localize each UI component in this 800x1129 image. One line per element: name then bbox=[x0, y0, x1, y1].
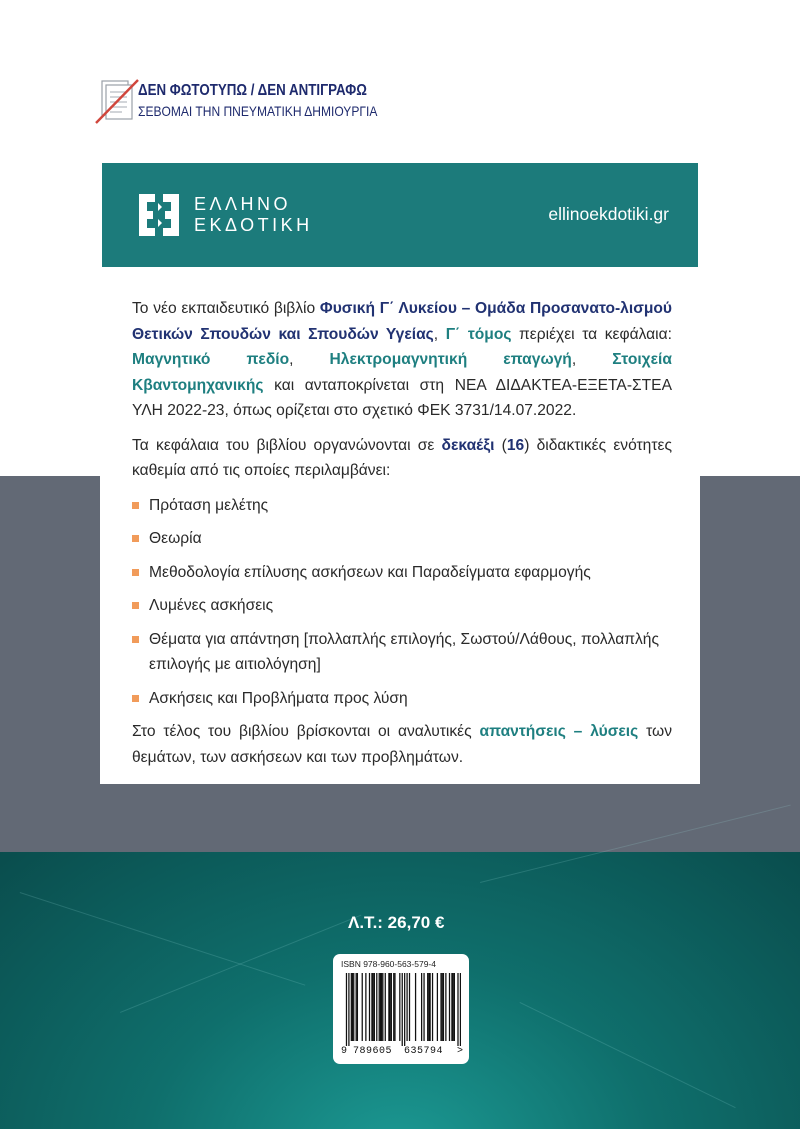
text: και ανταποκρίνεται στη ΝΕΑ ΔΙΔΑΚΤΕΑ-ΕΞΕΤΑ-ΣΤΕΑ ΥΛΗ 2022-23, όπως ορίζεται στο σχετικό ΦΕΚ 3731/14.07.2022. bbox=[132, 376, 672, 419]
answers-label: απαντήσεις – λύσεις bbox=[479, 723, 639, 740]
barcode-bar bbox=[445, 973, 446, 1041]
list-item-text: Θεωρία bbox=[149, 530, 202, 547]
barcode-bar bbox=[437, 973, 438, 1041]
barcode-bar bbox=[351, 973, 352, 1041]
barcode-bar bbox=[356, 973, 357, 1041]
closing-paragraph bbox=[132, 719, 672, 770]
publisher-website: ellinoekdotiki.gr bbox=[548, 204, 669, 224]
barcode-bar bbox=[376, 973, 377, 1041]
barcode-bar bbox=[442, 973, 443, 1041]
list-item bbox=[132, 560, 672, 586]
bullet-icon bbox=[132, 569, 139, 576]
list-item bbox=[132, 627, 672, 678]
list-item-text: Θέματα για απάντηση [πολλαπλής επιλογής, Σωστού/Λάθους, πολλαπλής επιλογής με αιτιολόγηση] bbox=[149, 630, 659, 673]
barcode-bar bbox=[404, 973, 405, 1046]
barcode-bar bbox=[362, 973, 363, 1041]
barcode-bar bbox=[440, 973, 441, 1041]
barcode-bar bbox=[451, 973, 452, 1041]
bullet-icon bbox=[132, 636, 139, 643]
list-item bbox=[132, 686, 672, 712]
no-photocopy-icon bbox=[92, 76, 142, 126]
list-item-text: Ασκήσεις και Προβλήματα προς λύση bbox=[149, 689, 408, 707]
intro-paragraph bbox=[132, 296, 672, 424]
background-line bbox=[120, 915, 361, 1013]
chapter-name: Στοιχεία Κβαντομηχανικής bbox=[132, 351, 672, 394]
text: Στο τέλος του βιβλίου βρίσκονται οι αναλυτικές bbox=[132, 723, 480, 740]
barcode-bar bbox=[421, 973, 422, 1041]
list-item-text: Λυμένες ασκήσεις bbox=[149, 597, 274, 614]
barcode-bar bbox=[460, 973, 461, 1046]
barcode-bar bbox=[385, 973, 386, 1041]
barcode-digit-lead: 9 bbox=[341, 1046, 348, 1057]
barcode-digits-left: 789605 bbox=[353, 1046, 393, 1057]
ellinoekdotiki-logo-mark bbox=[139, 194, 179, 236]
barcode-bar bbox=[399, 973, 400, 1041]
background-line bbox=[20, 892, 306, 986]
barcode-bar bbox=[443, 973, 444, 1041]
barcode-bar bbox=[379, 973, 380, 1041]
barcode-bar bbox=[415, 973, 416, 1041]
list-item-text: Πρόταση μελέτης bbox=[149, 496, 269, 514]
text: Το νέο εκπαιδευτικό βιβλίο bbox=[132, 300, 320, 317]
barcode-bar bbox=[391, 973, 392, 1041]
list-item-text: Μεθοδολογία επίλυσης ασκήσεων και Παραδείγματα εφαρμογής bbox=[149, 563, 591, 581]
barcode-bar bbox=[393, 973, 394, 1041]
unit-count-word: δεκαέξι bbox=[441, 436, 495, 454]
barcode-bar bbox=[427, 973, 428, 1041]
barcode bbox=[341, 973, 461, 1046]
barcode-quiet-mark: > bbox=[457, 1046, 464, 1057]
text: ( bbox=[494, 436, 507, 454]
barcode-digits-right: 635794 bbox=[404, 1046, 444, 1057]
text: περιέχει τα κεφάλαια: bbox=[511, 325, 672, 343]
text: Τα κεφάλαια του βιβλίου οργανώνονται σε bbox=[132, 436, 442, 454]
barcode-bar bbox=[373, 973, 374, 1041]
bullet-icon bbox=[132, 695, 139, 702]
barcode-bar bbox=[346, 973, 347, 1046]
barcode-bar bbox=[381, 973, 382, 1041]
barcode-bar bbox=[388, 973, 389, 1041]
notice-subtitle: ΣΕΒΟΜΑΙ ΤΗΝ ΠΝΕΥΜΑΤΙΚΗ ΔΗΜΙΟΥΡΓΙΑ bbox=[138, 103, 378, 119]
barcode-bar bbox=[369, 973, 370, 1041]
text: ) διδακτικές ενότητες καθεμία από τις οποίες περιλαμβάνει: bbox=[132, 436, 672, 479]
structure-paragraph bbox=[132, 433, 672, 484]
bullet-icon bbox=[132, 602, 139, 609]
publisher-name-line2: ΕΚΔΟΤΙΚΗ bbox=[194, 215, 313, 235]
text: , bbox=[571, 351, 613, 368]
barcode-bar bbox=[409, 973, 410, 1041]
barcode-bar bbox=[357, 973, 358, 1041]
barcode-bar bbox=[402, 973, 403, 1046]
price-label: Λ.Τ.: 26,70 € bbox=[348, 913, 445, 932]
bullet-icon bbox=[132, 502, 139, 509]
barcode-bar bbox=[352, 973, 353, 1041]
barcode-bar bbox=[423, 973, 424, 1041]
barcode-bar bbox=[429, 973, 430, 1041]
publisher-name-line1: ΕΛΛΗΝΟ bbox=[194, 194, 292, 214]
text: , bbox=[289, 351, 330, 368]
barcode-bar bbox=[432, 973, 433, 1041]
barcode-bar bbox=[389, 973, 390, 1041]
background-line bbox=[520, 1002, 736, 1108]
barcode-bar bbox=[457, 973, 458, 1046]
barcode-bar bbox=[454, 973, 455, 1041]
list-item bbox=[132, 526, 672, 552]
isbn-barcode-box bbox=[333, 954, 469, 1064]
barcode-bar bbox=[353, 973, 354, 1041]
text: των θεμάτων, των ασκήσεων και των προβλημάτων. bbox=[132, 723, 672, 766]
barcode-bar bbox=[348, 973, 349, 1046]
barcode-bar bbox=[380, 973, 381, 1041]
unit-count-number: 16 bbox=[506, 436, 525, 454]
volume-label: Γ΄ τόμος bbox=[445, 325, 512, 343]
chapter-name: Ηλεκτρομαγνητική επαγωγή bbox=[329, 351, 572, 368]
text: , bbox=[433, 325, 446, 343]
chapter-name: Μαγνητικό πεδίο bbox=[132, 351, 290, 368]
barcode-bar bbox=[374, 973, 375, 1041]
isbn-number: ISBN 978-960-563-579-4 bbox=[341, 959, 436, 969]
barcode-bar bbox=[449, 973, 450, 1041]
barcode-bar bbox=[382, 973, 383, 1041]
notice-title: ΔΕΝ ΦΩΤΟΤΥΠΩ / ΔΕΝ ΑΝΤΙΓΡΑΦΩ bbox=[138, 82, 367, 99]
barcode-bar bbox=[371, 973, 372, 1041]
list-item bbox=[132, 593, 672, 619]
barcode-bar bbox=[428, 973, 429, 1041]
barcode-bar bbox=[394, 973, 395, 1041]
bullet-icon bbox=[132, 535, 139, 542]
list-item bbox=[132, 493, 672, 519]
book-title: Φυσική Γ΄ Λυκείου – Ομάδα Προσανατο-λισμού Θετικών Σπουδών και Σπουδών Υγείας bbox=[132, 300, 672, 343]
barcode-bar bbox=[406, 973, 407, 1041]
description-text bbox=[132, 296, 672, 779]
barcode-bar bbox=[365, 973, 366, 1041]
unit-contents-list bbox=[132, 493, 672, 712]
description-card bbox=[100, 276, 700, 784]
barcode-bar bbox=[453, 973, 454, 1041]
publisher-banner bbox=[102, 163, 698, 267]
